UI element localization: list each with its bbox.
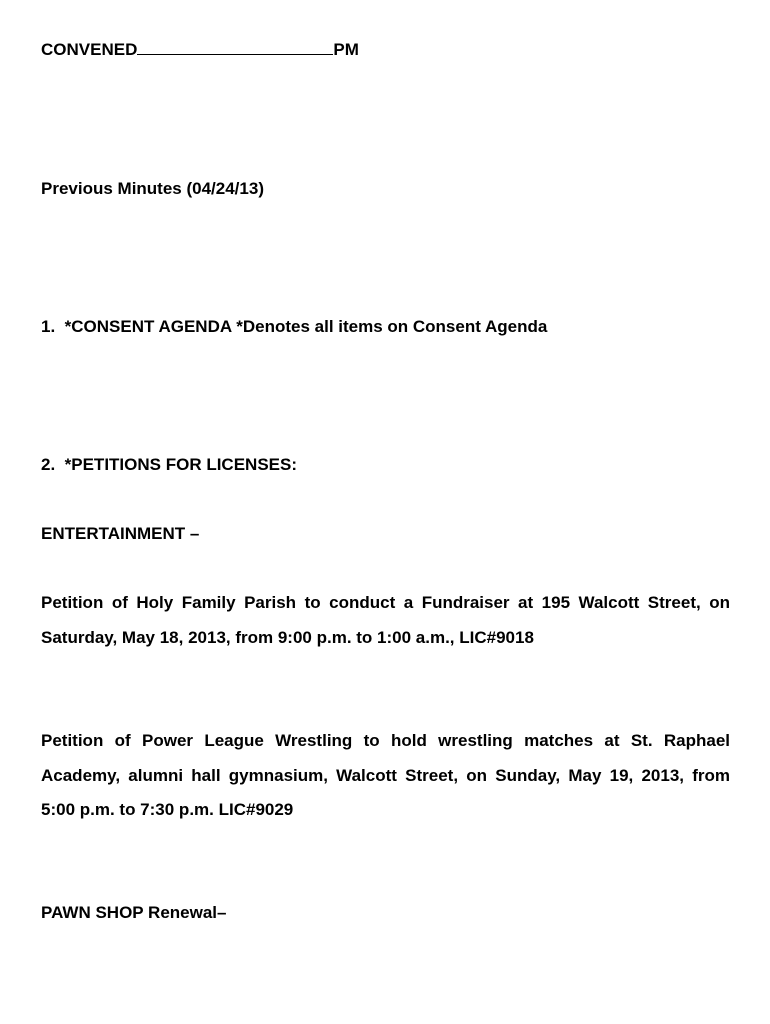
convened-time-blank [137, 40, 333, 55]
agenda-item-petitions [41, 455, 297, 475]
agenda-item-number: 2. [41, 455, 56, 474]
agenda-item-number: 1. [41, 317, 56, 336]
agenda-item-consent [41, 317, 547, 337]
petition-holy-family: Petition of Holy Family Parish to conduct a Fundraiser at 195 Walcott Street, on Saturday, May 18, 2013, from 9:00 p.m. to 1:00 a.m., LIC#9018 [41, 593, 730, 647]
agenda-item-text: *CONSENT AGENDA *Denotes all items on Consent Agenda [64, 317, 548, 336]
pawn-shop-heading: PAWN SHOP Renewal– [41, 903, 227, 922]
convened-line [41, 40, 359, 60]
petition-power-league: Petition of Power League Wrestling to hold wrestling matches at St. Raphael Academy, alumni hall gymnasium, Walcott Street, on Sunday, May 19, 2013, from 5:00 p.m. to 7:30 p.m. LIC#9029 [41, 731, 730, 819]
entertainment-heading: ENTERTAINMENT – [41, 524, 200, 543]
convened-label: CONVENED [41, 40, 138, 59]
previous-minutes: Previous Minutes (04/24/13) [41, 179, 264, 198]
convened-suffix: PM [333, 40, 359, 59]
agenda-item-text: *PETITIONS FOR LICENSES: [64, 455, 297, 474]
